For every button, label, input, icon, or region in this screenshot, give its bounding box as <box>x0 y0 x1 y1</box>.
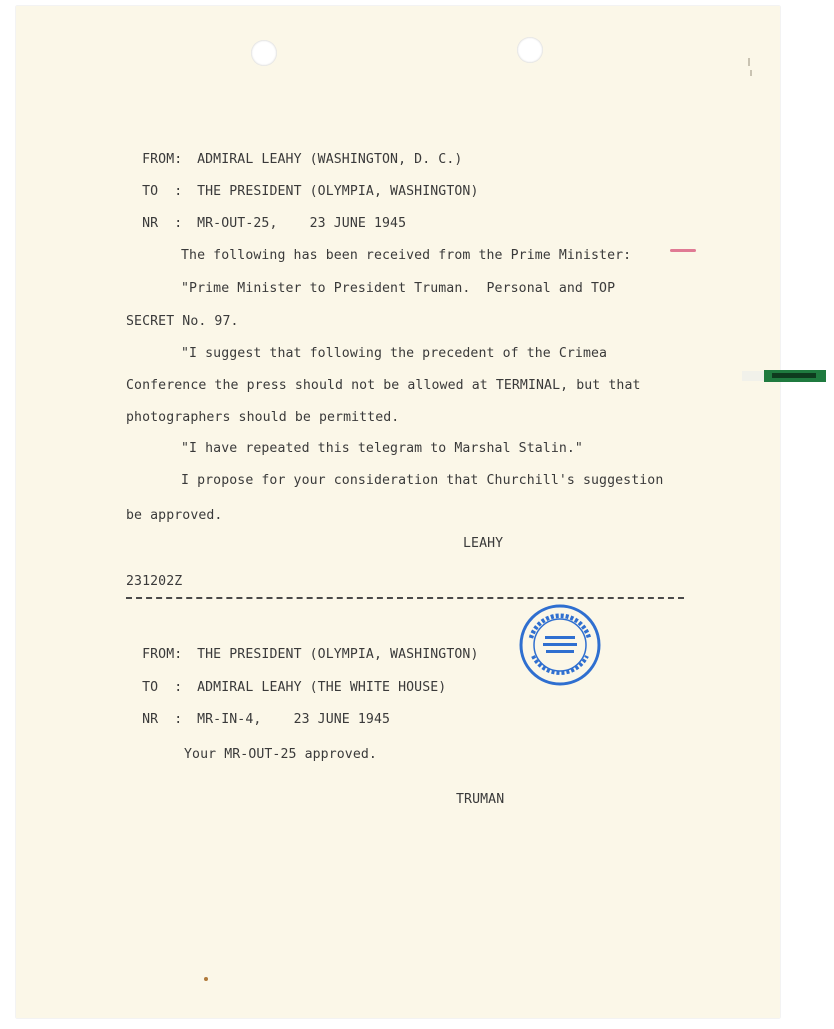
msg1-body-line: be approved. <box>126 508 223 523</box>
msg1-body-line: "I suggest that following the precedent of the Crimea <box>181 346 608 361</box>
msg1-body-line: Conference the press should not be allowed at TERMINAL, but that <box>126 378 641 393</box>
msg2-nr-line <box>126 697 390 727</box>
msg2-to-label: TO : <box>142 680 183 695</box>
msg1-signature: LEAHY <box>463 536 504 551</box>
msg1-nr-label: NR : <box>142 216 183 231</box>
msg1-body-line: "Prime Minister to President Truman. Personal and TOP <box>181 281 616 296</box>
msg1-dtg: 231202Z <box>126 574 183 589</box>
msg1-body-line: The following has been received from the Prime Minister: <box>181 248 632 263</box>
msg1-to-label: TO : <box>142 184 183 199</box>
paper-mark <box>750 70 752 76</box>
msg1-from-line <box>126 137 462 167</box>
msg2-body: Your MR-OUT-25 approved. <box>184 747 377 762</box>
msg1-nr-value: MR-OUT-25, 23 JUNE 1945 <box>197 216 407 231</box>
msg1-from-label: FROM: <box>142 152 183 167</box>
paper-clip-tab <box>742 369 826 383</box>
library-stamp-icon <box>519 604 601 686</box>
msg2-nr-value: MR-IN-4, 23 JUNE 1945 <box>197 712 391 727</box>
paper-speck <box>204 977 208 981</box>
msg1-body-line: "I have repeated this telegram to Marshal Stalin." <box>181 441 583 456</box>
msg2-nr-label: NR : <box>142 712 183 727</box>
msg1-body-line: SECRET No. 97. <box>126 314 239 329</box>
msg2-from-value: THE PRESIDENT (OLYMPIA, WASHINGTON) <box>197 647 479 662</box>
punch-hole-right <box>517 37 543 63</box>
msg1-to-line <box>126 169 478 199</box>
msg2-to-line <box>126 665 446 695</box>
msg2-from-label: FROM: <box>142 647 183 662</box>
separator-dashed-line <box>126 597 684 599</box>
msg1-nr-line <box>126 201 406 231</box>
msg2-from-line <box>126 632 478 662</box>
punch-hole-left <box>251 40 277 66</box>
msg1-to-value: THE PRESIDENT (OLYMPIA, WASHINGTON) <box>197 184 479 199</box>
msg1-from-value: ADMIRAL LEAHY (WASHINGTON, D. C.) <box>197 152 463 167</box>
paper-mark <box>748 58 750 66</box>
msg2-signature: TRUMAN <box>456 792 505 807</box>
msg1-body-line: photographers should be permitted. <box>126 410 400 425</box>
msg2-to-value: ADMIRAL LEAHY (THE WHITE HOUSE) <box>197 680 447 695</box>
msg1-body-line: I propose for your consideration that Churchill's suggestion <box>181 473 664 488</box>
pink-mark <box>670 249 696 252</box>
